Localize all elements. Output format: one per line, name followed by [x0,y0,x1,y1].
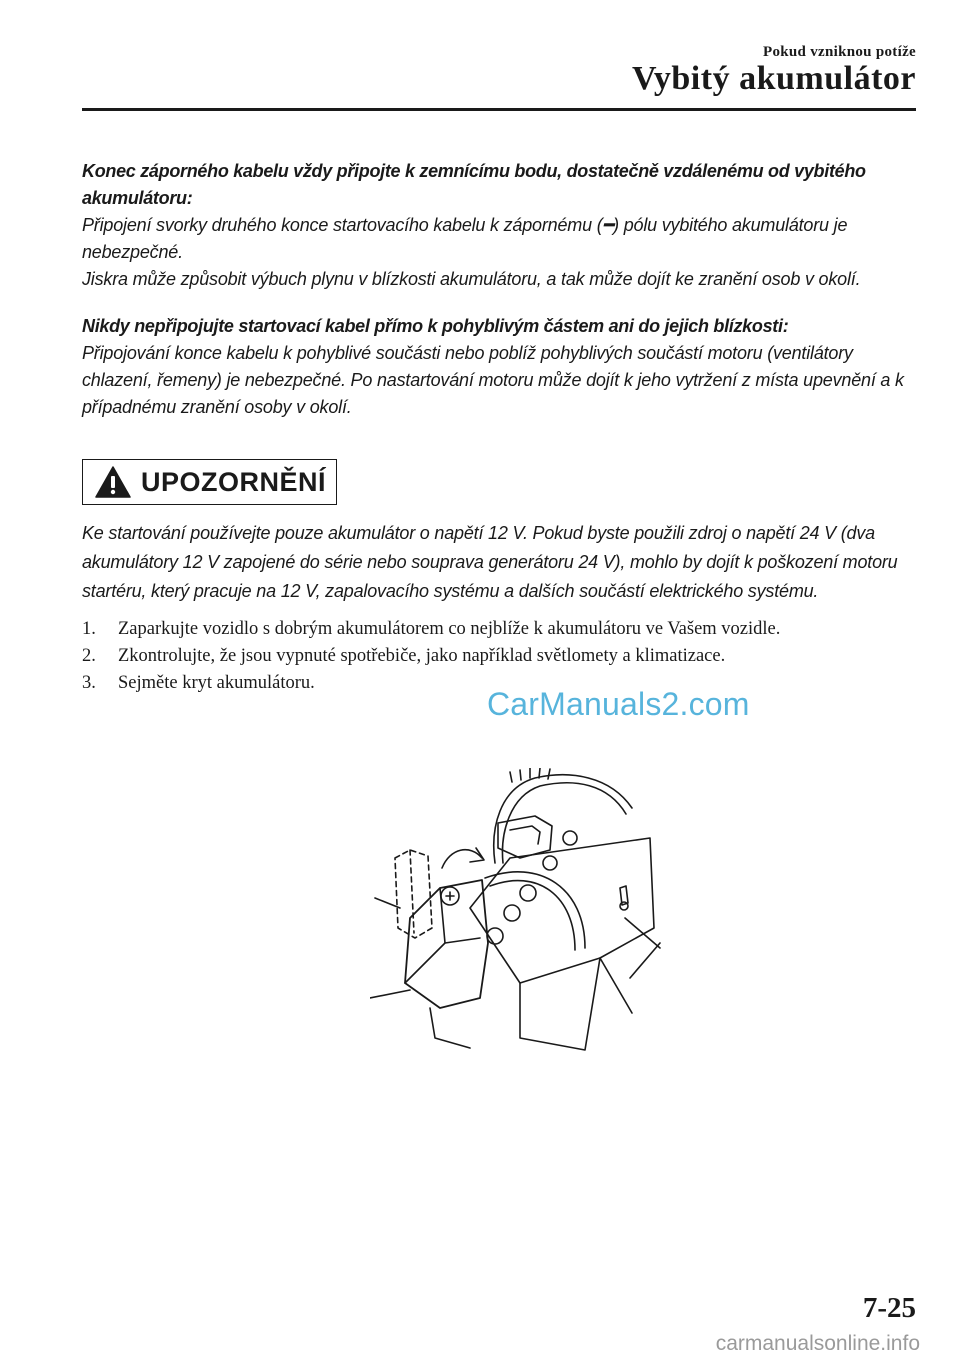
warning-heading: Konec záporného kabelu vždy připojte k zemnícímu bodu, dostatečně vzdálenému od vybitého akumulátoru: [82,161,866,208]
caution-text: Ke startování používejte pouze akumulátor o napětí 12 V. Pokud byste použili zdroj o napětí 24 V (dva akumulátory 12 V zapojené do série nebo souprava generátoru 24 V), mohlo by dojít k poškození motoru startéru, který pracuje na 12 V, zapalovacího systému a dalších součástí elektrického systému. [82,523,898,601]
step-number: 1. [82,619,96,639]
step-number: 2. [82,646,96,666]
warning-block-1 [82,158,922,293]
page-content [82,158,922,697]
warning-paragraph: Připojování konce kabelu k pohyblivé součásti nebo poblíž pohyblivých součástí motoru (ventilátory chlazení, řemeny) je nebezpečné. Po nastartování motoru může dojít k jeho vytržení z místa upevnění a k případnému zranění osoby v okolí. [82,343,904,417]
warning-paragraph: Připojení svorky druhého konce startovacího kabelu k zápornému (━) pólu vybitého akumulátoru je nebezpečné. [82,215,848,262]
footer-site: carmanualsonline.info [715,1332,920,1355]
warning-triangle-icon [95,466,131,498]
step-list [82,616,922,697]
list-item [82,643,922,670]
header-rule [82,108,916,111]
watermark: CarManuals2.com [487,686,750,722]
page-number: 7-25 [862,1292,916,1324]
caution-label: UPOZORNĚNÍ [141,466,327,497]
step-number: 3. [82,673,96,693]
step-text: Zkontrolujte, že jsou vypnuté spotřebiče, jako například světlomety a klimatizace. [118,646,726,666]
list-item [82,616,922,643]
warning-heading: Nikdy nepřipojujte startovací kabel přímo k pohyblivým částem ani do jejich blízkosti: [82,316,789,336]
step-text: Sejměte kryt akumulátoru. [118,673,315,693]
battery-cover-illustration [370,768,662,1053]
step-text: Zaparkujte vozidlo s dobrým akumulátorem co nejblíže k akumulátoru ve Vašem vozidle. [118,619,781,639]
warning-block-2 [82,313,922,421]
header-subtitle: Pokud vzniknou potíže [762,44,916,60]
page-title: Vybitý akumulátor [631,60,916,97]
warning-paragraph: Jiskra může způsobit výbuch plynu v blízkosti akumulátoru, a tak může dojít ke zranění osob v okolí. [82,269,861,289]
caution-label-box [82,459,337,505]
